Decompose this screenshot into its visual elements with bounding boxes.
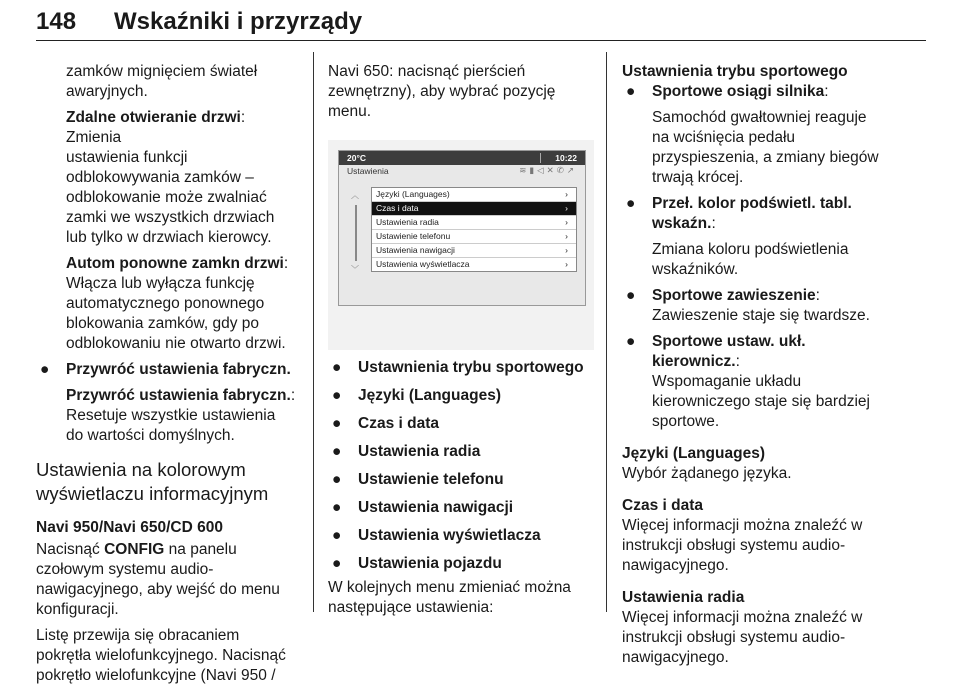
bluetooth-icon: ✕ <box>546 165 557 175</box>
status-separator <box>540 153 541 163</box>
bullet-icon: ● <box>332 387 342 404</box>
screen-status-bar <box>339 151 585 165</box>
column-divider-2 <box>606 52 607 612</box>
radio-text: Więcej informacji można znaleźć w instrukcji obsługi systemu audio- nawigacyjnego. <box>622 609 863 666</box>
bullet-icon: ● <box>626 195 636 212</box>
bullet-icon: ● <box>626 83 636 100</box>
settings-bullet-list <box>328 358 594 574</box>
list-item: ● Ustawienia pojazdu <box>332 555 502 572</box>
entry-term: Zdalne otwieranie drzwi <box>66 109 241 126</box>
bullet-icon: ● <box>332 527 342 544</box>
paragraph-config: Nacisnąć CONFIG na panelu czołowym systemu audio- nawigacyjnego, aby wejść do menu konfiguracji. <box>36 541 280 618</box>
bullet-icon: ● <box>332 359 342 376</box>
bullet-icon: ● <box>332 471 342 488</box>
continuation-text: zamków mignięciem świateł awaryjnych. <box>66 63 258 100</box>
entry-term: Przywróć ustawienia fabryczn. <box>66 387 291 404</box>
list-item: ● Ustawienie telefonu <box>332 471 504 488</box>
time-date-text: Więcej informacji można znaleźć w instrukcji obsługi systemu audio- nawigacyjnego. <box>622 517 863 574</box>
subsection-heading: Navi 950/Navi 650/CD 600 <box>36 519 223 536</box>
nav-icon: ↗ <box>566 165 577 175</box>
languages-heading: Języki (Languages) <box>622 445 765 462</box>
entry-auto-relock: Autom ponowne zamkn drzwi: Włącza lub wyłącza funkcję automatycznego ponownego blokowania zamków, gdy po odblokowaniu nie otwarto drzwi. <box>66 255 289 352</box>
temperature-readout: 20°C <box>347 153 366 163</box>
clock-readout: 10:22 <box>555 153 577 163</box>
entry-factory-reset: Przywróć ustawienia fabryczn.: Resetuje wszystkie ustawienia do wartości domyślnych. <box>66 387 296 444</box>
scroll-down-icon: ﹀ <box>351 265 359 274</box>
infotainment-screen <box>338 150 586 306</box>
config-key: CONFIG <box>104 541 165 558</box>
entry-term: Autom ponowne zamkn drzwi <box>66 255 284 272</box>
settings-screenshot <box>328 140 594 350</box>
menu-item: Ustawienie telefonu › <box>372 230 576 244</box>
bullet-icon: ● <box>332 443 342 460</box>
screen-scrollbar <box>351 191 361 275</box>
bullet-icon: ● <box>332 499 342 516</box>
list-item: ● Ustawienia wyświetlacza <box>332 527 541 544</box>
section-label: Ustawienia <box>347 166 389 176</box>
phone-icon: ✆ <box>556 165 567 175</box>
chevron-right-icon: › <box>565 259 568 269</box>
sport-mode-heading: Ustawnienia trybu sportowego <box>622 63 848 80</box>
bullet-icon: ● <box>332 415 342 432</box>
list-item: ● Ustawienia nawigacji <box>332 499 514 516</box>
screen-section-bar <box>339 165 585 177</box>
chevron-right-icon: › <box>565 231 568 241</box>
desc-backlight-color: Zmiana koloru podświetlenia wskaźników. <box>652 241 849 278</box>
paragraph-following: W kolejnych menu zmieniać można następujące ustawienia: <box>328 579 571 616</box>
entry-remote-unlock: Zdalne otwieranie drzwi: Zmienia ustawienia funkcji odblokowywania zamków – odblokowanie może zwalniać zamki we wszystkich drzwiach lub tylko w drzwiach kierowcy. <box>66 109 275 246</box>
column-1 <box>36 62 298 686</box>
bullet-icon: ● <box>332 555 342 572</box>
page-title: Wskaźniki i przyrządy <box>114 8 363 35</box>
page-header <box>36 6 926 41</box>
bullet-backlight-color: ● Przeł. kolor podświetl. tabl. wskaźn.: <box>626 195 852 232</box>
menu-item: Języki (Languages) › <box>372 188 576 202</box>
list-item: ● Czas i data <box>332 415 439 432</box>
status-icons <box>519 165 577 175</box>
mute-icon: ◁ <box>537 165 547 175</box>
bullet-icon: ● <box>626 333 636 350</box>
list-item: ● Ustawienia radia <box>332 443 481 460</box>
wifi-icon: ≋ <box>519 165 530 175</box>
column-divider-1 <box>313 52 314 612</box>
languages-text: Wybór żądanego języka. <box>622 465 792 482</box>
list-item: ● Ustawnienia trybu sportowego <box>332 359 584 376</box>
column-3 <box>622 62 890 668</box>
scroll-up-icon: ︿ <box>351 191 359 200</box>
bullet-icon: ● <box>40 361 50 378</box>
bullet-sport-steering: ● Sportowe ustaw. ukł. kierownicz.: Wspomaganie układu kierowniczego staje się bardziej sportowe. <box>626 333 870 430</box>
menu-item: Ustawienia radia › <box>372 216 576 230</box>
time-date-heading: Czas i data <box>622 497 703 514</box>
settings-menu <box>371 187 577 272</box>
column-2 <box>328 62 594 618</box>
desc-sport-engine: Samochód gwałtowniej reaguje na wciśnięcia pedału przyspieszenia, a zmiany biegów trwają krócej. <box>652 109 879 186</box>
scroll-track <box>355 205 357 261</box>
chevron-right-icon: › <box>565 203 568 213</box>
paragraph-scroll: Listę przewija się obracaniem pokrętła wielofunkcyjnego. Nacisnąć pokrętło wielofunkcyjne (Navi 950 / <box>36 627 286 684</box>
page-number: 148 <box>36 8 77 35</box>
menu-item-selected: Czas i data › <box>372 202 576 216</box>
menu-item: Ustawienia nawigacji › <box>372 244 576 258</box>
section-heading: Ustawienia na kolorowym wyświetlaczu informacyjnym <box>36 459 269 504</box>
bullet-sport-suspension: ● Sportowe zawieszenie: Zawieszenie staje się twardsze. <box>626 287 870 324</box>
bullet-icon: ● <box>626 287 636 304</box>
menu-item: Ustawienia wyświetlacza › <box>376 259 568 269</box>
chevron-right-icon: › <box>565 217 568 227</box>
radio-heading: Ustawienia radia <box>622 589 745 606</box>
list-item: ● Języki (Languages) <box>332 387 501 404</box>
bullet-sport-engine: ● Sportowe osiągi silnika: <box>626 83 829 100</box>
paragraph-select: Navi 650: nacisnąć pierścień zewnętrzny), aby wybrać pozycję menu. <box>328 63 556 120</box>
chevron-right-icon: › <box>565 245 568 255</box>
chevron-right-icon: › <box>565 189 568 199</box>
signal-icon: ▮ <box>529 165 538 175</box>
bullet-factory-reset: ● Przywróć ustawienia fabryczn. <box>40 361 291 378</box>
